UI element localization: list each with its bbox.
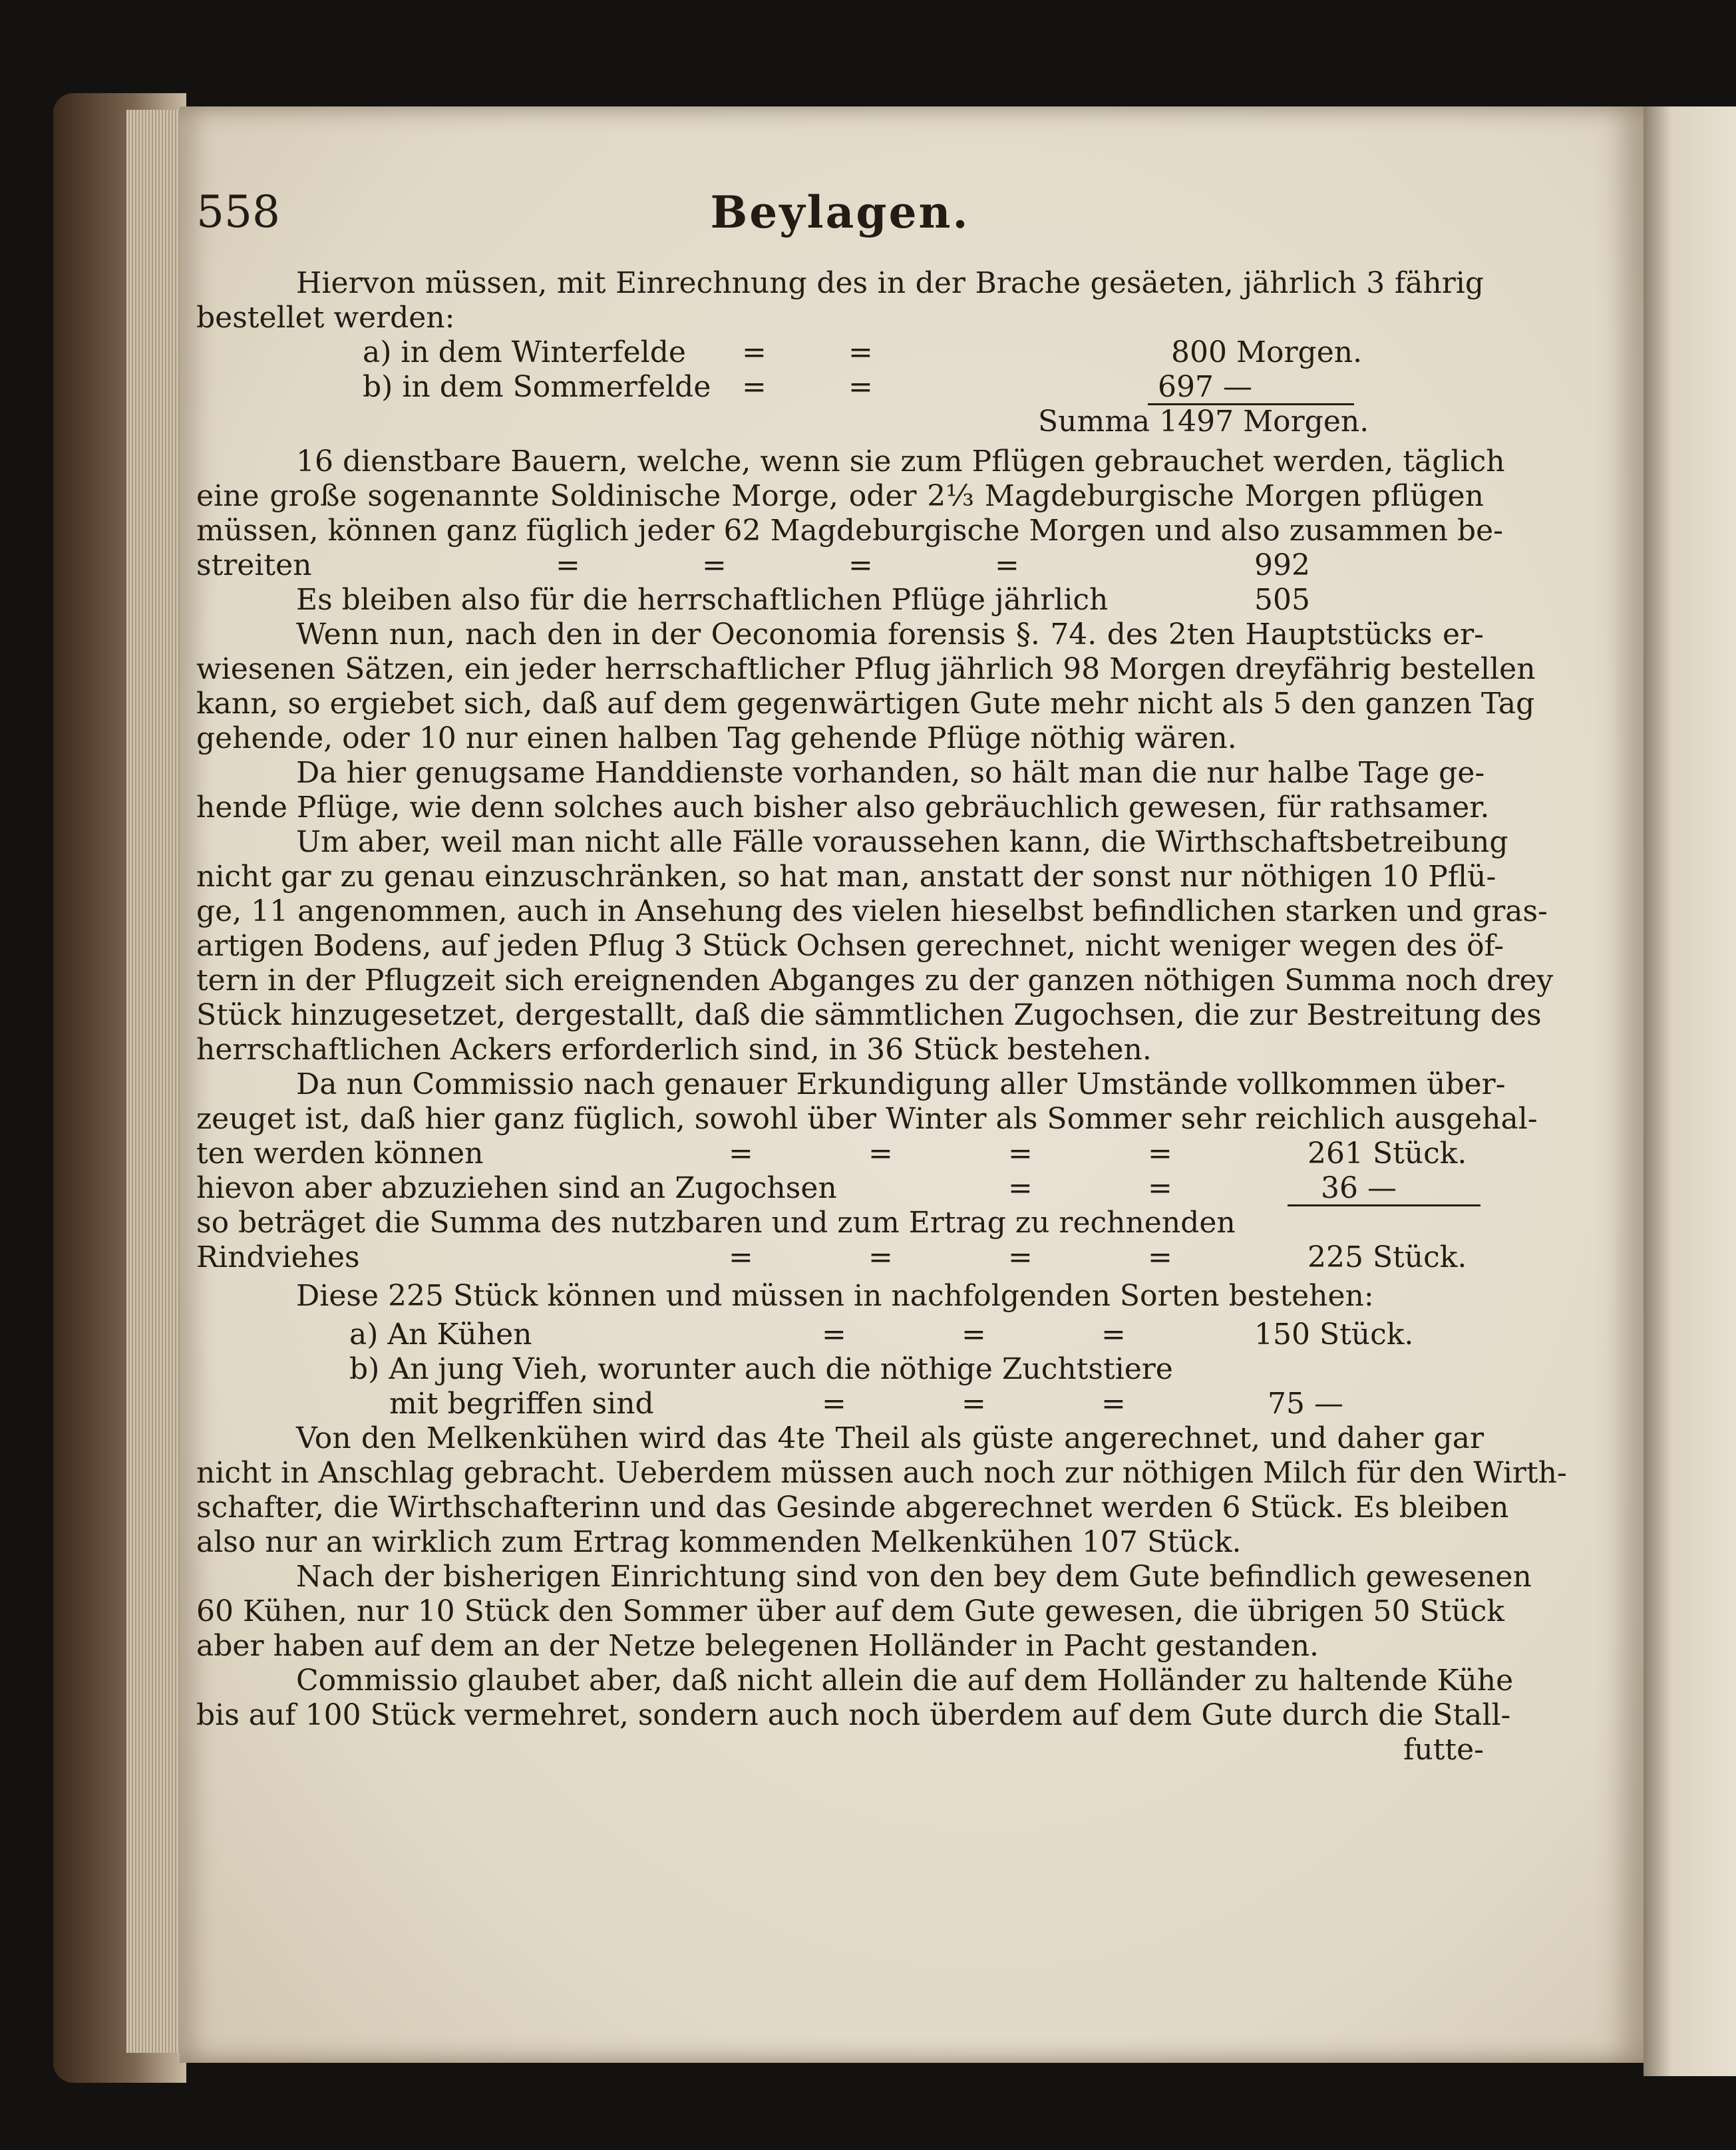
text-line: also nur an wirklich zum Ertrag kommenden Melkenkühen 107 Stück.: [196, 1525, 1242, 1559]
ditto-mark: =: [995, 548, 1019, 582]
ditto-mark: =: [848, 548, 873, 582]
list-item: [196, 1318, 1484, 1352]
text-line: tern in der Pflugzeit sich ereignenden Abganges zu der ganzen nöthigen Summa noch drey: [196, 964, 1554, 997]
row-value: 36 —: [1321, 1171, 1397, 1205]
text-line: 60 Kühen, nur 10 Stück den Sommer über auf dem Gute gewesen, die übrigen 50 Stück: [196, 1594, 1504, 1628]
ditto-mark: =: [729, 1137, 753, 1170]
row-value: 992: [1254, 548, 1310, 582]
text-line: nicht in Anschlag gebracht. Ueberdem müssen auch noch zur nöthigen Milch für den Wirth-: [196, 1456, 1567, 1490]
text-line: Da nun Commissio nach genauer Erkundigung aller Umstände vollkommen über-: [296, 1067, 1506, 1101]
catchword: futte-: [1403, 1733, 1484, 1767]
item-label: a) An Kühen: [349, 1318, 532, 1351]
text-line: zeuget ist, daß hier ganz füglich, sowohl über Winter als Sommer sehr reichlich ausgehal-: [196, 1102, 1538, 1136]
calc-row: [196, 583, 1484, 618]
ditto-mark: =: [1008, 1171, 1033, 1205]
text-line: herrschaftlichen Ackers erforderlich sind, in 36 Stück bestehen.: [196, 1033, 1152, 1067]
list-item: [196, 1352, 1484, 1387]
calc-row: [196, 548, 1484, 583]
sum-value: Summa 1497 Morgen.: [1038, 405, 1369, 439]
item-label: mit begriffen sind: [389, 1387, 654, 1421]
item-label: a) in dem Winterfelde: [363, 335, 686, 369]
row-label: hievon aber abzuziehen sind an Zugochsen: [196, 1171, 837, 1205]
ditto-mark: =: [961, 1387, 986, 1421]
ditto-mark: =: [868, 1137, 893, 1170]
calc-row: [196, 1240, 1484, 1275]
sum-row: [196, 405, 1484, 439]
text-line: müssen, können ganz füglich jeder 62 Magdeburgische Morgen und also zusammen be-: [196, 514, 1503, 548]
text-line: kann, so ergiebet sich, daß auf dem gegenwärtigen Gute mehr nicht als 5 den ganzen Tag: [196, 687, 1535, 721]
text-line: wiesenen Sätzen, ein jeder herrschaftlicher Pflug jährlich 98 Morgen dreyfährig bestellen: [196, 652, 1536, 686]
ditto-mark: =: [1008, 1137, 1033, 1170]
ditto-mark: =: [1148, 1171, 1172, 1205]
catchword-row: [196, 1733, 1484, 1767]
ditto-mark: =: [1008, 1240, 1033, 1274]
text-line: Nach der bisherigen Einrichtung sind von den bey dem Gute befindlich gewesenen: [296, 1560, 1532, 1594]
ditto-mark: =: [822, 1318, 846, 1351]
list-item: [196, 1387, 1484, 1421]
ditto-mark: =: [729, 1240, 753, 1274]
text-line: artigen Bodens, auf jeden Pflug 3 Stück Ochsen gerechnet, nicht weniger wegen des öf-: [196, 929, 1504, 963]
item-label: b) An jung Vieh, worunter auch die nöthige Zuchtstiere: [349, 1352, 1173, 1386]
text-line: aber haben auf dem an der Netze belegenen Holländer in Pacht gestanden.: [196, 1629, 1319, 1663]
text-line: Stück hinzugesetzet, dergestallt, daß die sämmtlichen Zugochsen, die zur Bestreitung des: [196, 998, 1542, 1032]
text-line: Diese 225 Stück können und müssen in nachfolgenden Sorten bestehen:: [296, 1279, 1374, 1313]
row-value: 505: [1254, 583, 1310, 617]
text-line: Von den Melkenkühen wird das 4te Theil als güste angerechnet, und daher gar: [296, 1421, 1484, 1455]
running-head: Beylagen.: [710, 186, 970, 238]
calc-row: [196, 1171, 1484, 1206]
text-line: schafter, die Wirthschafterinn und das Gesinde abgerechnet werden 6 Stück. Es bleiben: [196, 1491, 1509, 1524]
text-line: nicht gar zu genau einzuschränken, so hat man, anstatt der sonst nur nöthigen 10 Pflü-: [196, 860, 1496, 894]
page-text: [196, 186, 1567, 1767]
item-value: 697 —: [1158, 370, 1252, 404]
ditto-mark: =: [742, 335, 767, 369]
text-line: eine große sogenannte Soldinische Morge, oder 2⅓ Magdeburgische Morgen pflügen: [196, 479, 1484, 513]
item-label: b) in dem Sommerfelde: [363, 370, 711, 404]
row-value: 261 Stück.: [1307, 1137, 1467, 1170]
text-line: so beträget die Summa des nutzbaren und zum Ertrag zu rechnenden: [196, 1206, 1236, 1240]
text-line: bis auf 100 Stück vermehret, sondern auch noch überdem auf dem Gute durch die Stall-: [196, 1698, 1511, 1732]
page-number: 558: [196, 186, 280, 238]
list-item: [196, 370, 1484, 405]
ditto-mark: =: [1101, 1318, 1126, 1351]
text-line: Da hier genugsame Handdienste vorhanden, so hält man die nur halbe Tage ge-: [296, 756, 1485, 790]
facing-page: [1644, 106, 1736, 2076]
ditto-mark: =: [702, 548, 727, 582]
text-line: ge, 11 angenommen, auch in Ansehung des vielen hieselbst befindlichen starken und gras-: [196, 894, 1548, 928]
text-line: Commissio glaubet aber, daß nicht allein die auf dem Holländer zu haltende Kühe: [296, 1664, 1514, 1698]
row-label: streiten: [196, 548, 312, 582]
ditto-mark: =: [556, 548, 580, 582]
ditto-mark: =: [822, 1387, 846, 1421]
sum-rule: [1288, 1204, 1480, 1206]
list-item: [196, 335, 1484, 370]
text-line: Um aber, weil man nicht alle Fälle voraussehen kann, die Wirthschaftsbetreibung: [296, 825, 1508, 859]
item-value: 800 Morgen.: [1171, 335, 1363, 369]
page-header: [196, 186, 1484, 266]
ditto-mark: =: [848, 370, 873, 404]
text-line: hende Pflüge, wie denn solches auch bisher also gebräuchlich gewesen, für rathsamer.: [196, 791, 1490, 824]
ditto-mark: =: [961, 1318, 986, 1351]
calc-row: [196, 1137, 1484, 1171]
row-label: ten werden können: [196, 1137, 484, 1170]
text-line: gehende, oder 10 nur einen halben Tag gehende Pflüge nöthig wären.: [196, 721, 1237, 755]
item-value: 75 —: [1268, 1387, 1343, 1421]
item-value: 150 Stück.: [1254, 1318, 1414, 1351]
row-label: Es bleiben also für die herrschaftlichen Pflüge jährlich: [296, 583, 1109, 617]
text-line: bestellet werden:: [196, 301, 455, 335]
text-line: Wenn nun, nach den in der Oeconomia forensis §. 74. des 2ten Hauptstücks er-: [296, 618, 1484, 651]
text-line: Hiervon müssen, mit Einrechnung des in der Brache gesäeten, jährlich 3 fährig: [296, 266, 1484, 300]
ditto-mark: =: [848, 335, 873, 369]
ditto-mark: =: [1148, 1137, 1172, 1170]
ditto-mark: =: [1101, 1387, 1126, 1421]
ditto-mark: =: [1148, 1240, 1172, 1274]
ditto-mark: =: [868, 1240, 893, 1274]
row-value: 225 Stück.: [1307, 1240, 1467, 1274]
row-label: Rindviehes: [196, 1240, 360, 1274]
ditto-mark: =: [742, 370, 767, 404]
text-line: 16 dienstbare Bauern, welche, wenn sie zum Pflügen gebrauchet werden, täglich: [296, 445, 1505, 478]
